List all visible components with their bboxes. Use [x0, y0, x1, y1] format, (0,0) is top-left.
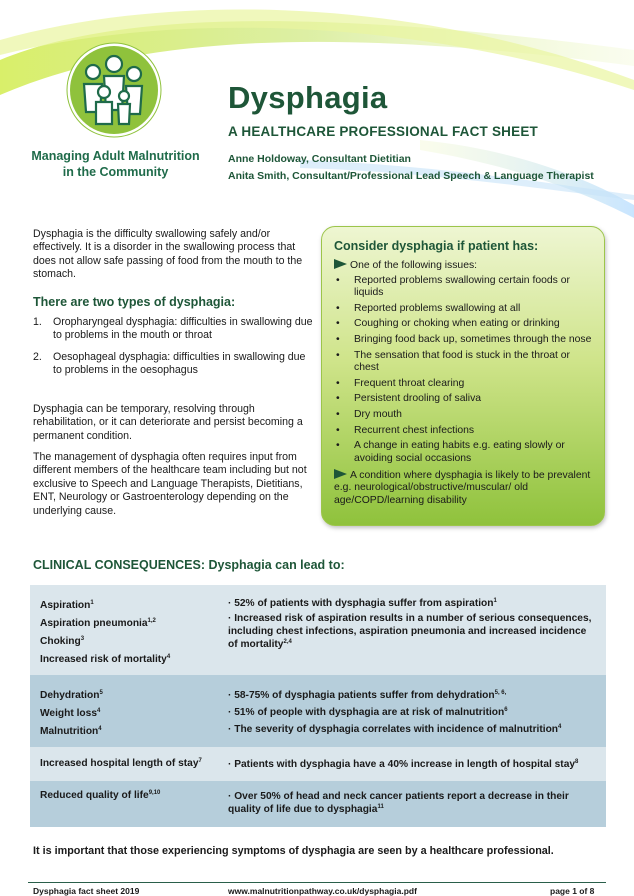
list-item: • The sensation that food is stuck in the throat or chest	[334, 350, 594, 374]
table-row	[30, 585, 606, 675]
list-item: • A change in eating habits e.g. eating slowly or avoiding social occasions	[334, 440, 594, 464]
page-title: Dysphagia	[228, 80, 388, 115]
table-row	[30, 781, 606, 827]
closing-statement: It is important that those experiencing symptoms of dysphagia are seen by a healthcare professional.	[33, 845, 554, 857]
list-number: 1.	[33, 316, 42, 328]
consider-box	[321, 226, 605, 526]
row-evidence: · 52% of patients with dysphagia suffer from aspiration$^1$ · Increased risk of aspiration results in a number of serious consequences, including chest infections, aspiration pneumonia and increased incidence of mortality$^{2,4}$	[228, 598, 592, 650]
footer-divider	[28, 882, 606, 883]
temporary-paragraph: Dysphagia can be temporary, resolving through rehabilitation, or it can deteriorate and persist becoming a permanent condition.	[33, 403, 303, 442]
types-heading: There are two types of dysphagia:	[33, 295, 236, 309]
list-item: • Persistent drooling of saliva	[334, 393, 594, 405]
list-item: • Bringing food back up, sometimes through the nose	[334, 334, 594, 346]
list-item: • Reported problems swallowing at all	[334, 303, 594, 315]
consider-lead	[334, 259, 594, 273]
row-evidence: · Over 50% of head and neck cancer patients report a decrease in their quality of life due to dysphagia$^{11}$	[228, 791, 569, 815]
page-subtitle: A HEALTHCARE PROFESSIONAL FACT SHEET	[228, 124, 538, 139]
author-2: Anita Smith, Consultant/Professional Lead Speech & Language Therapist	[228, 170, 594, 182]
row-conditions: Aspiration$^1$ Aspiration pneumonia$^{1,2}$ Choking$^3$ Increased risk of mortality$^4$	[40, 600, 171, 665]
list-item: • Dry mouth	[334, 409, 594, 421]
table-row	[30, 747, 606, 781]
consider-tail	[334, 469, 594, 508]
list-number: 2.	[33, 350, 42, 363]
list-text: Oesophageal dysphagia: difficulties in swallowing due to problems in the oesophagus	[53, 350, 306, 377]
consider-heading: Consider dysphagia if patient has:	[334, 239, 539, 253]
logo-caption: Managing Adult Malnutrition in the Community	[31, 149, 200, 179]
types-list	[33, 316, 313, 386]
row-evidence: · 58-75% of dysphagia patients suffer from dehydration$^{5, 6,}$ · 51% of people with dysphagia are at risk of malnutrition$^6$ · The severity of dysphagia correlates with incidence of malnutrition$^4$	[228, 690, 562, 735]
consider-lead-text: One of the following issues:	[350, 260, 478, 271]
author-1: Anne Holdoway, Consultant Dietitian	[228, 153, 411, 165]
row-conditions: Dehydration$^5$ Weight loss$^4$ Malnutrition$^4$	[40, 690, 103, 737]
list-item: • Reported problems swallowing certain foods or liquids	[334, 275, 594, 299]
list-item: • Frequent throat clearing	[334, 378, 594, 390]
consequences-table	[30, 585, 606, 827]
people-logo-icon	[66, 42, 162, 138]
arrow-icon	[334, 469, 347, 479]
footer-url-link[interactable]: www.malnutritionpathway.co.uk/dysphagia.pdf	[228, 886, 417, 896]
page-number: page 1 of 8	[550, 886, 595, 896]
list-text: Oropharyngeal dysphagia: difficulties in swallowing due to problems in the mouth or throat	[53, 316, 313, 342]
arrow-icon	[334, 259, 347, 269]
list-item: • Recurrent chest infections	[334, 425, 594, 437]
row-conditions: Increased hospital length of stay$^7$	[40, 758, 202, 769]
table-row	[30, 675, 606, 747]
list-item	[33, 316, 313, 343]
row-evidence: · Patients with dysphagia have a 40% increase in length of hospital stay$^8$	[228, 759, 579, 770]
management-paragraph: The management of dysphagia often requires input from different members of the healthcare team including but not exclusive to Speech and Language Therapists, Dietitians, ENT, Neurology or Gastroenterology depending on the underlying cause.	[33, 451, 307, 517]
row-conditions: Reduced quality of life$^{9,10}$	[40, 790, 161, 801]
list-item: • Coughing or choking when eating or drinking	[334, 318, 594, 330]
footer-left: Dysphagia fact sheet 2019	[33, 886, 140, 896]
clinical-heading: CLINICAL CONSEQUENCES: Dysphagia can lead to:	[33, 558, 345, 572]
symptom-list	[334, 275, 594, 465]
intro-paragraph: Dysphagia is the difficulty swallowing safely and/or effectively. It is a disorder in the swallowing process that does not allow safe passing of food from the mouth to the stomach.	[33, 228, 303, 281]
list-item	[33, 351, 313, 378]
consider-tail-text: A condition where dysphagia is likely to be prevalent e.g. neurological/obstructive/muscular/ old age/COPD/learning disability	[334, 469, 591, 506]
